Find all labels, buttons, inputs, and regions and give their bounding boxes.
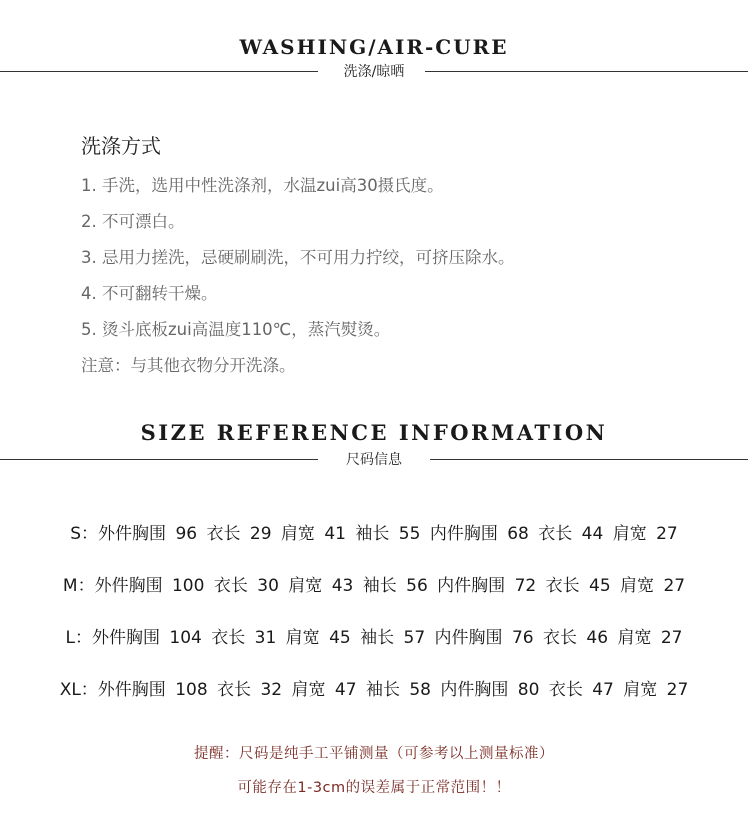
size-table: [0, 512, 748, 720]
washing-title: WASHING/AIR-CURE: [239, 35, 509, 59]
divider-line-right: [425, 71, 748, 72]
size-row-xl: XL：外件胸围 108 衣长 32 肩宽 47 袖长 58 内件胸围 80 衣长 47 肩宽 27: [59, 680, 689, 700]
size-subtitle: 尺码信息: [346, 452, 402, 468]
washing-item: 5. 烫斗底板zui高温度110℃，蒸汽熨烫。: [81, 320, 391, 339]
size-divider: [0, 450, 748, 470]
washing-subtitle: 洗涤/晾晒: [343, 64, 405, 80]
size-row-s: S：外件胸围 96 衣长 29 肩宽 41 袖长 55 内件胸围 68 衣长 44 肩宽 27: [70, 524, 678, 544]
divider-line-right: [430, 459, 748, 460]
washing-item: 3. 忌用力搓洗，忌硬刷刷洗，不可用力拧绞，可挤压除水。: [81, 248, 515, 267]
washing-heading: 洗涤方式: [81, 134, 161, 158]
washing-instructions: [81, 132, 721, 384]
washing-note: 注意：与其他衣物分开洗涤。: [81, 356, 296, 375]
measurement-note: 提醒：尺码是纯手工平铺测量（可参考以上测量标准）: [194, 746, 554, 762]
washing-item: 1. 手洗，选用中性洗涤剂，水温zui高30摄氏度。: [81, 176, 444, 195]
size-row-l: L：外件胸围 104 衣长 31 肩宽 45 袖长 57 内件胸围 76 衣长 46 肩宽 27: [65, 628, 683, 648]
size-title: SIZE REFERENCE INFORMATION: [140, 420, 608, 445]
washing-divider: [0, 62, 748, 82]
washing-item: 4. 不可翻转干燥。: [81, 284, 218, 303]
washing-item: 2. 不可漂白。: [81, 212, 185, 231]
error-margin-note: 可能存在1-3cm的误差属于正常范围！！: [237, 780, 511, 796]
size-row-m: M：外件胸围 100 衣长 30 肩宽 43 袖长 56 内件胸围 72 衣长 45 肩宽 27: [62, 576, 686, 596]
